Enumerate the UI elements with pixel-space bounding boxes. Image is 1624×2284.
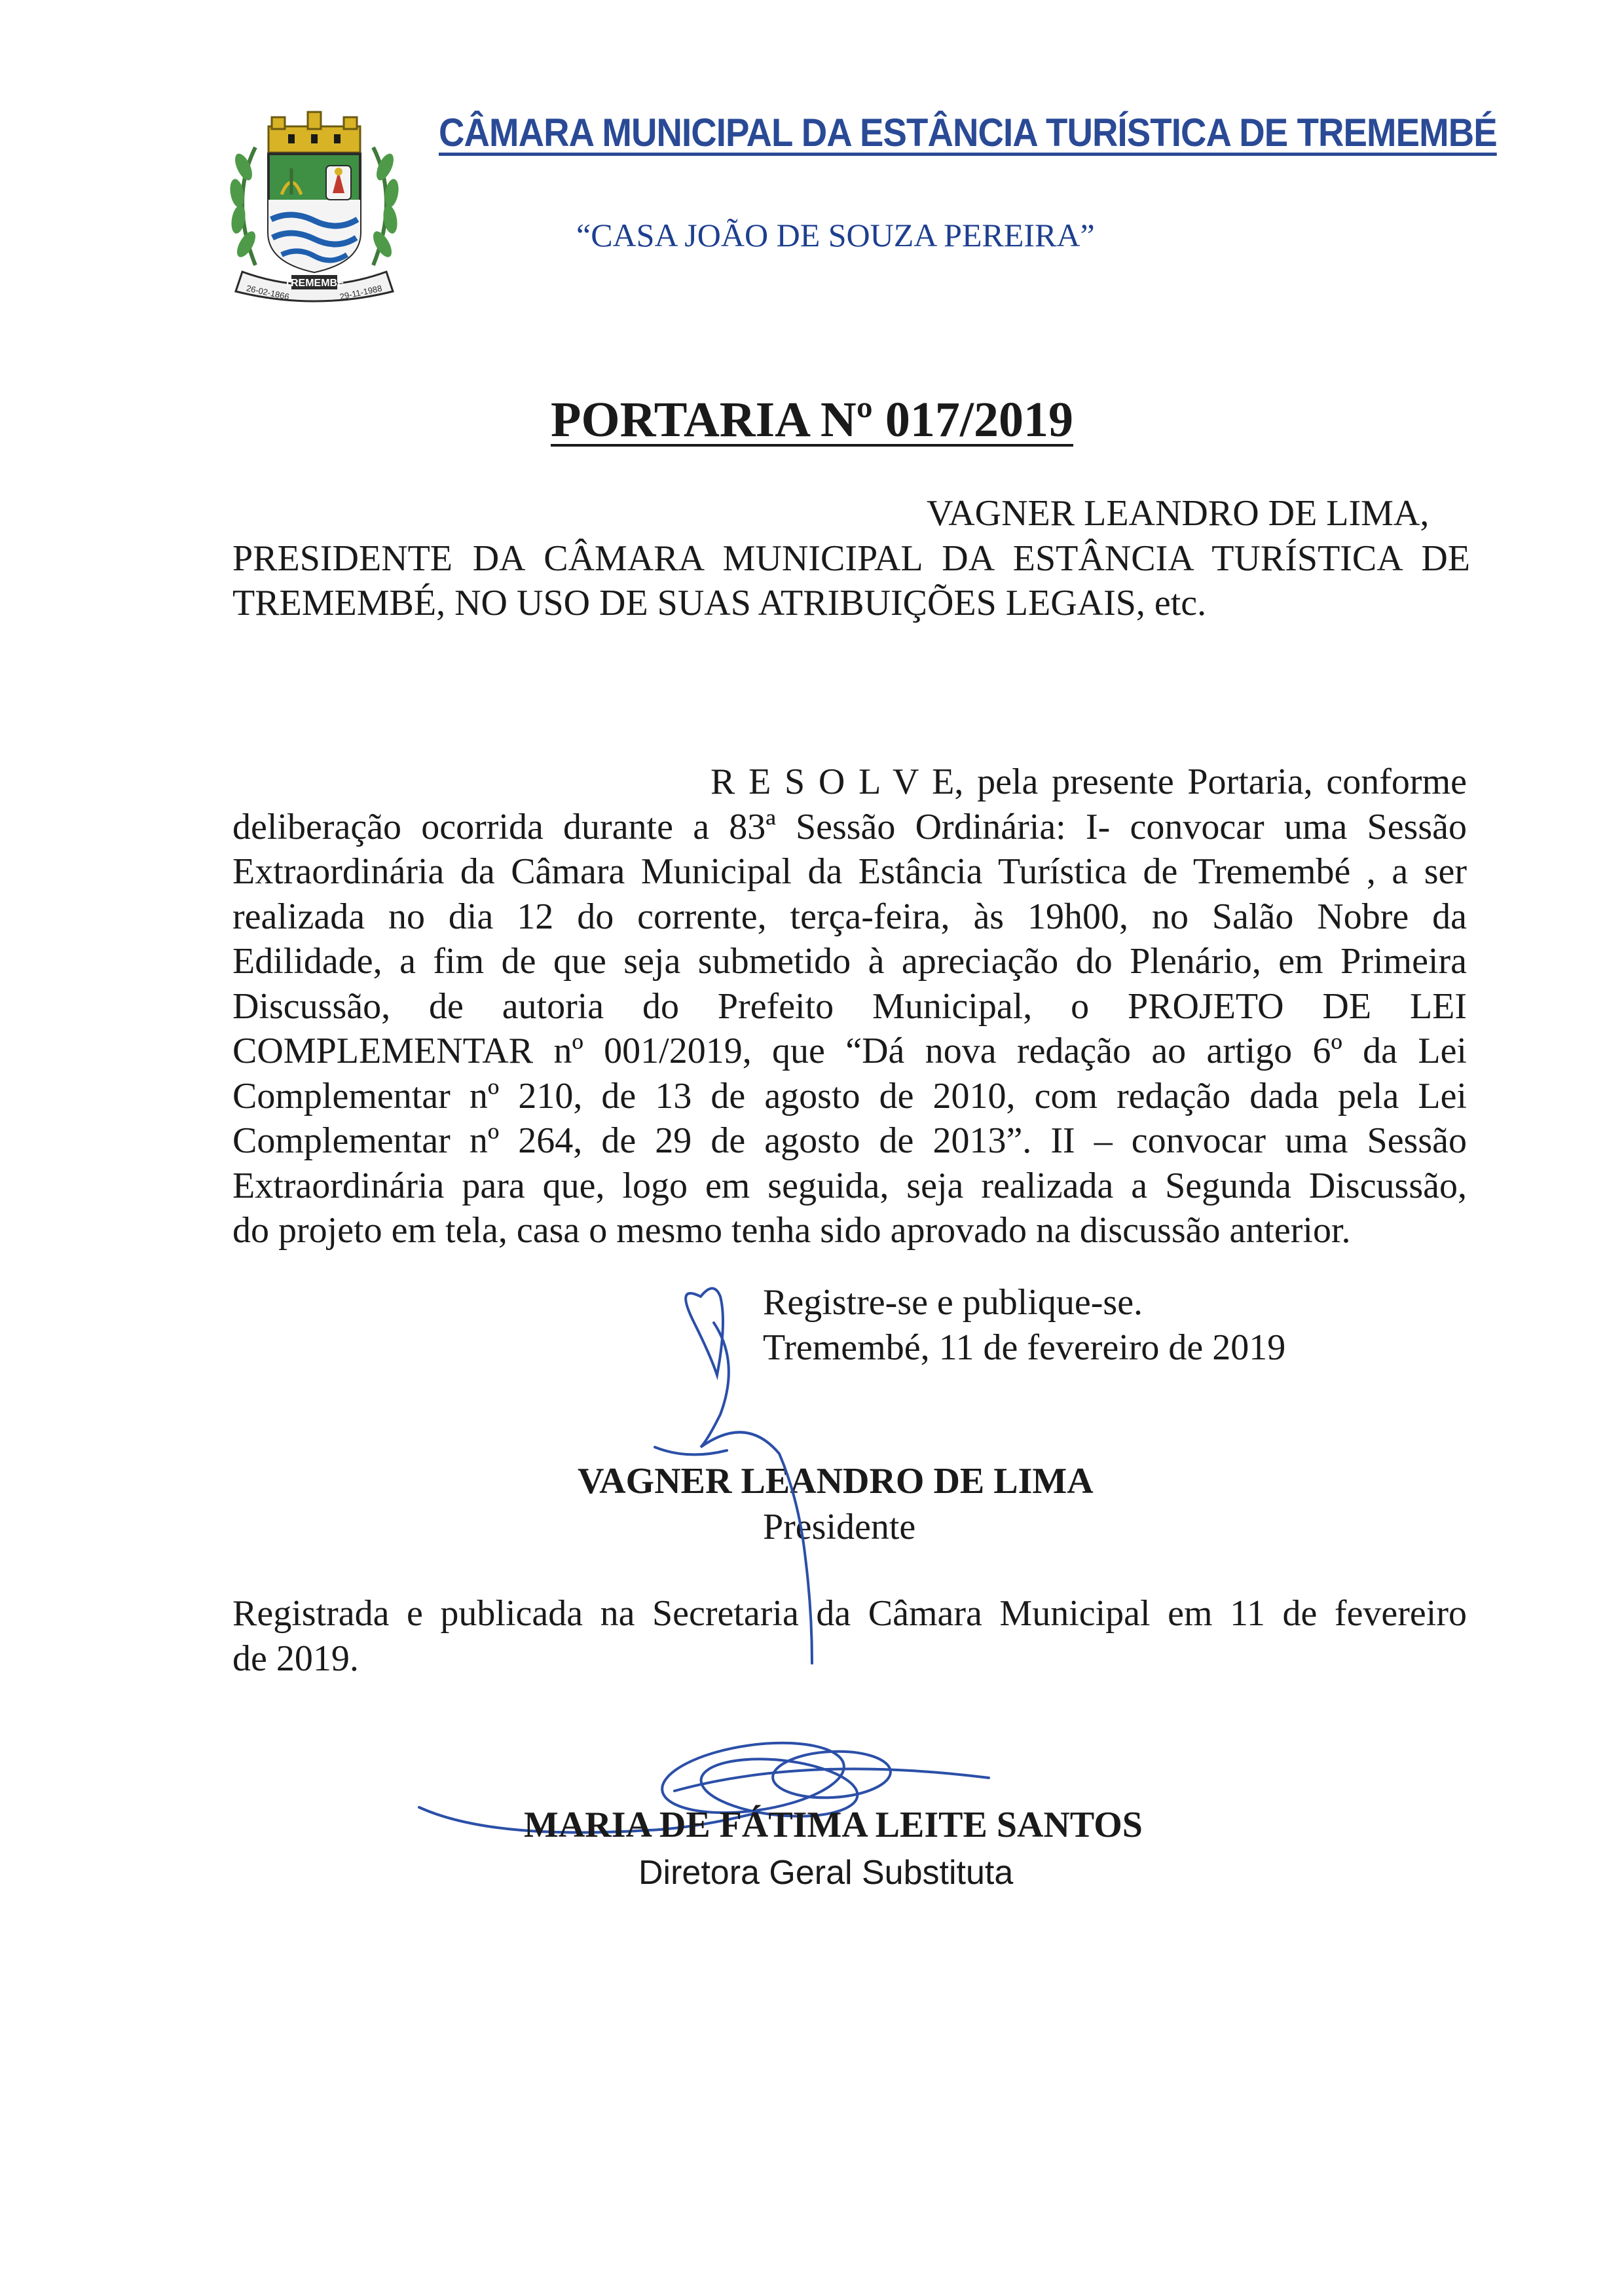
chamber-subtitle: “CASA JOÃO DE SOUZA PEREIRA” xyxy=(576,217,1095,253)
body-line: Extraordinária para que, logo em seguida, seja realizada a Segunda Discussão, xyxy=(232,1165,1467,1206)
banner-ribbon xyxy=(236,272,393,302)
closing-line: Registre-se e publique-se. xyxy=(763,1282,1143,1323)
signatory-2-role: Diretora Geral Substituta xyxy=(638,1854,1014,1892)
body-line: Edilidade, a fim de que seja submetido à apreciação do Plenário, em Primeira xyxy=(232,941,1467,982)
signatory-2-name: MARIA DE FÁTIMA LEITE SANTOS xyxy=(524,1805,1143,1845)
signatory-1-role: Presidente xyxy=(763,1507,916,1547)
municipal-coat-of-arms-icon xyxy=(216,108,413,311)
laurel-left-icon xyxy=(228,147,259,265)
seal-banner-text: TREMEMBÉ xyxy=(284,278,344,289)
body-line: Extraordinária da Câmara Municipal da Estância Turística de Tremembé , a ser xyxy=(232,851,1467,892)
intro-line: TREMEMBÉ, NO USO DE SUAS ATRIBUIÇÕES LEGAIS, etc. xyxy=(232,583,1207,623)
mural-crown-icon xyxy=(268,112,360,153)
registration-line: de 2019. xyxy=(232,1638,359,1679)
resolution-paragraph xyxy=(232,760,1467,1253)
seal-date-right: 29-11-1988 xyxy=(339,283,383,302)
body-line: Discussão, de autoria do Prefeito Municipal, o PROJETO DE LEI xyxy=(232,985,1467,1027)
body-line: deliberação ocorrida durante a 83ª Sessão Ordinária: I- convocar uma Sessão xyxy=(232,806,1467,847)
intro-line: PRESIDENTE DA CÂMARA MUNICIPAL DA ESTÂNCIA TURÍSTICA DE xyxy=(232,538,1470,579)
body-line: do projeto em tela, casa o mesmo tenha sido aprovado na discussão anterior. xyxy=(232,1210,1351,1251)
signatory-1-name: VAGNER LEANDRO DE LIMA xyxy=(578,1461,1094,1501)
body-line: R E S O L V E, pela presente Portaria, conforme xyxy=(710,762,1467,802)
registration-line: Registrada e publicada na Secretaria da Câmara Municipal em 11 de fevereiro xyxy=(232,1593,1467,1634)
body-line: COMPLEMENTAR nº 001/2019, que “Dá nova redação ao artigo 6º da Lei xyxy=(232,1031,1467,1071)
body-line: realizada no dia 12 do corrente, terça-feira, às 19h00, no Salão Nobre da xyxy=(232,896,1467,937)
closing-date: Tremembé, 11 de fevereiro de 2019 xyxy=(763,1327,1286,1368)
intro-line: VAGNER LEANDRO DE LIMA, xyxy=(927,493,1430,534)
body-line: Complementar nº 264, de 29 de agosto de 2013”. II – convocar uma Sessão xyxy=(232,1120,1467,1161)
registration-paragraph xyxy=(232,1591,1467,1681)
chamber-title: CÂMARA MUNICIPAL DA ESTÂNCIA TURÍSTICA DE TREMEMBÉ xyxy=(439,111,1497,155)
shield-icon xyxy=(268,154,360,272)
intro-paragraph xyxy=(232,491,1470,626)
seal-date-left: 26-02-1866 xyxy=(245,283,291,302)
body-line: Complementar nº 210, de 13 de agosto de 2010, com redação dada pela Lei xyxy=(232,1075,1467,1116)
laurel-right-icon xyxy=(369,147,400,265)
document-title: PORTARIA Nº 017/2019 xyxy=(551,392,1073,447)
